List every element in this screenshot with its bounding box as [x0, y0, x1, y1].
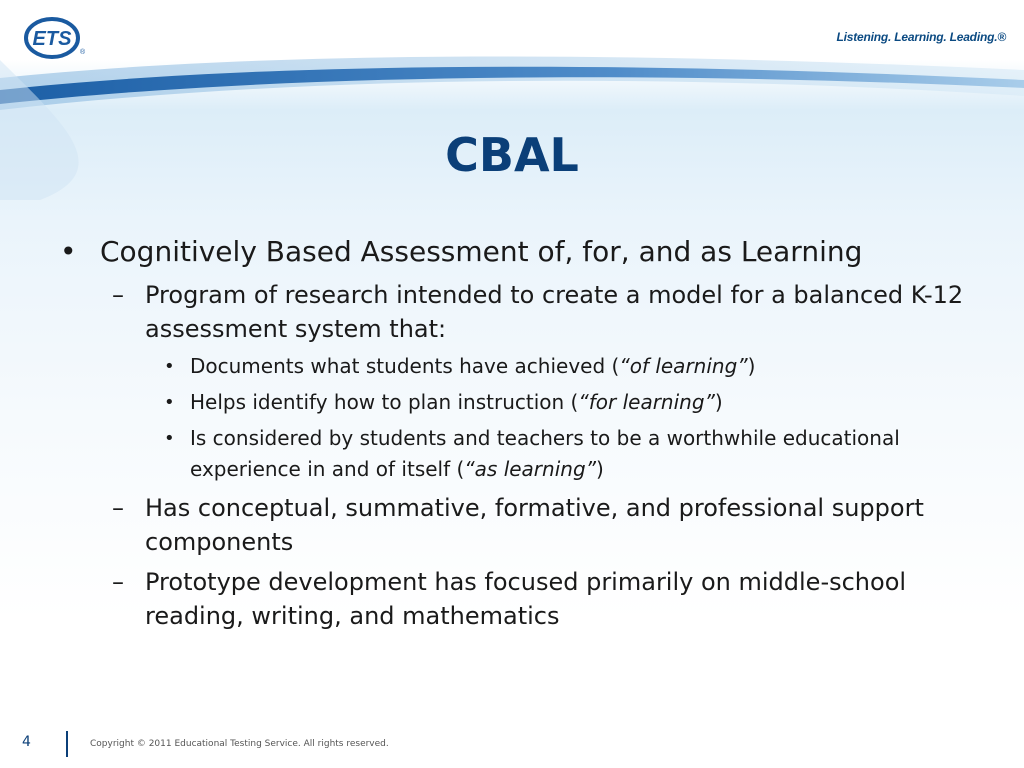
- logo-text: ETS: [32, 28, 72, 50]
- sub-sub-bullet-3: [60, 423, 980, 485]
- slide-title: CBAL: [445, 128, 579, 182]
- dash-icon: –: [112, 494, 124, 522]
- item-text: Is considered by students and teachers to be a worthwhile educational experience in and of itself (: [190, 426, 900, 481]
- item-close: ): [714, 390, 723, 414]
- ets-logo: [22, 14, 86, 60]
- sub-sub-bullet-2: [60, 387, 980, 418]
- item-close: ): [596, 457, 604, 481]
- item-text: Helps identify how to plan instruction (: [190, 390, 579, 414]
- sub-bullet-1: [60, 278, 980, 346]
- page-number: 4: [22, 734, 31, 750]
- sub-bullet-1-text: Program of research intended to create a model for a balanced K-12 assessment system that:: [145, 281, 964, 343]
- tagline: Listening. Learning. Leading.®: [836, 30, 1006, 44]
- sub-sub-bullet-1: [60, 351, 980, 382]
- logo-registered-mark: ®: [80, 49, 86, 56]
- item-emphasis: “of learning”: [619, 354, 748, 378]
- bullet-dot-icon: •: [164, 356, 175, 377]
- bullet-dot-icon: •: [164, 428, 175, 449]
- sub-bullet-3-text: Prototype development has focused primarily on middle-school reading, writing, and mathematics: [145, 568, 907, 630]
- sub-bullet-3: [60, 565, 980, 633]
- bullet-main: [60, 232, 980, 272]
- item-text: Documents what students have achieved (: [190, 354, 620, 378]
- dash-icon: –: [112, 568, 124, 596]
- item-emphasis: “as learning”: [464, 457, 596, 481]
- item-close: ): [747, 354, 756, 378]
- item-emphasis: “for learning”: [578, 390, 715, 414]
- bullet-dot-icon: •: [164, 392, 175, 413]
- sub-bullet-2: [60, 491, 980, 559]
- slide-content: [60, 232, 980, 633]
- dash-icon: –: [112, 281, 124, 309]
- footer-divider: [66, 731, 68, 757]
- copyright-notice: Copyright © 2011 Educational Testing Service. All rights reserved.: [90, 739, 389, 749]
- bullet-main-text: Cognitively Based Assessment of, for, and as Learning: [100, 235, 863, 268]
- bullet-dot-icon: •: [60, 235, 77, 268]
- sub-bullet-2-text: Has conceptual, summative, formative, and professional support components: [145, 494, 924, 556]
